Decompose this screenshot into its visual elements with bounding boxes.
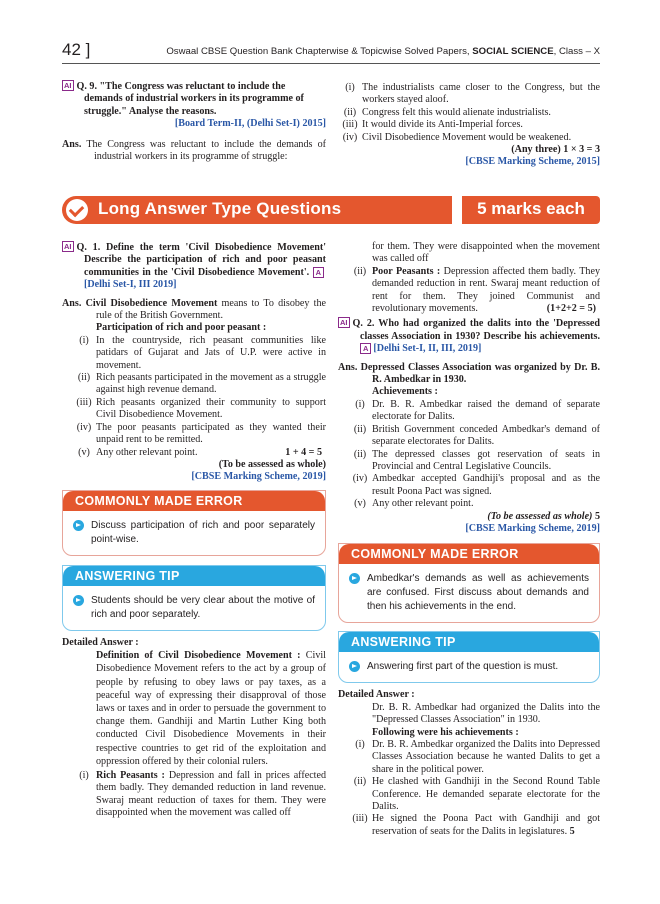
item-text: Depression affected them badly. They demanded reduction in rent. Swaraj meant reduction of rent for them. They joined Communist and revolutionary movements. [372,265,600,315]
q1-detailed-def [62,649,326,768]
q1-assess: (To be assessed as whole) [218,458,326,470]
a-badge: A [313,267,324,278]
item-number: (iii) [352,813,368,825]
error-text: Ambedkar's demands as well as achievements are confused. First discuss about demands and then his achievements in the end. [367,573,589,613]
error-text-wrap [63,511,325,555]
q1-marks: 1 + 4 = 5 [285,446,322,458]
list-item [338,132,600,144]
item-text: In the countryside, rich peasant communities like patidars of Gujarat and Jats of U.P. were active in movement. [96,334,326,371]
page-number: 42 ] [62,40,91,59]
q2-detailed-label: Detailed Answer : [338,689,415,701]
item-number: (iv) [352,473,368,485]
q2-assess: (To be assessed as whole) [487,510,593,522]
q1-text [62,241,326,292]
tip-text: Students should be very clear about the motive of rich and poor separately. [91,594,315,620]
list-item [348,776,600,813]
detailed-def-text: Civil Disobedience Movement refers to the act by a group of people by refusing to obey laws or pay taxes, as a peaceful way of expressing their disapproval of those laws or taxes and in order to persuade the government to change them. Gandhiji and Martin Luther King both conducted Civil Disobedience Movements in their respective countries to get rid of the exploitation and oppression offered by their colonial rulers. [96,650,326,767]
list-item [72,770,326,820]
item-number: (ii) [353,265,367,277]
item-number: (i) [355,738,365,750]
arrow-icon [349,573,360,584]
item-text: Depression and fall in prices affected them badly. They demanded reduction in land revenue. Swaraj meant reduction of taxes for them. They were disappointed when the movement was called off [96,769,327,819]
item-number: (i) [355,398,365,410]
detailed-marks: 5 [569,825,575,837]
item-number: (iv) [342,131,358,143]
q1-continued [338,241,600,838]
item-number: (iii) [76,396,92,408]
section-banner [62,196,600,224]
q1-tip-box [62,565,326,631]
item-text: The poor peasants participated as they wanted their unpaid rent to be remitted. [96,421,326,446]
item-number: (i) [79,769,89,781]
item-number: (ii) [353,448,367,460]
q1-ref: [Delhi Set-I, III 2019] [84,279,177,291]
list-item [72,397,326,422]
list-item [348,399,600,424]
q1-question-text: Define the term 'Civil Disobedience Movement' Describe the participation of rich and poor peasant communities in the 'Civil Disobedience Movement'. [84,242,327,278]
error-text-wrap [339,564,599,622]
item-text: British Government conceded Ambedkar's demand of separate electorates for Dalits. [372,423,600,448]
running-title-subject: SOCIAL SCIENCE [472,46,554,57]
list-item [348,813,600,838]
item-head: Rich Peasants : [96,769,165,781]
item-number: (iv) [76,421,92,433]
q2-detailed-sub: Following were his achievements : [372,726,519,738]
q1-number: Q. 1. [76,242,101,253]
q1-continued-text: for them. They were disappointed when the movement was called off [372,241,600,265]
item-number: (i) [345,82,355,93]
list-item [348,473,600,498]
list-item [72,422,326,447]
item-number: (v) [78,446,90,458]
list-item [72,335,326,372]
q2-answer-text: Depressed Classes Association was organized by Dr. B. R. Ambedkar in 1930. [360,361,600,386]
section-marks: 5 marks each [477,199,585,218]
error-text: Discuss participation of rich and poor separately point-wise. [91,519,315,545]
item-text: The depressed classes got reservation of seats in Provincial and Central Legislative Councils. [372,448,600,472]
item-text: Any other relevant point. [96,446,198,458]
list-item [72,372,326,397]
error-title: COMMONLY MADE ERROR [63,491,325,511]
list-item [338,107,600,119]
item-text: Ambedkar accepted Gandhiji's proposal and as the result Poona Pact was signed. [372,473,600,497]
q2-assess-marks: 5 [594,510,600,522]
item-text: Rich peasants participated in the movement as a struggle against high revenue demand. [96,372,326,396]
running-title-suffix: , Class – X [553,46,600,57]
list-item [348,424,600,449]
q9-marks: (Any three) 1 × 3 = 3 [511,144,600,156]
list-item [348,739,600,776]
q2-answer [338,362,600,387]
q2-question-text: Who had organized the dalits into the 'Depressed classes Association in 1930? Describe his achievements. [360,318,601,342]
detailed-def-term: Definition of Civil Disobedience Movement : [96,650,301,662]
ai-badge: AI [64,242,72,251]
q2-error-box [338,543,600,623]
arrow-icon [73,520,84,531]
q1-def-text: means to To disobey the rule of the British Government. [96,297,326,322]
item-number: (ii) [343,106,357,118]
q1-block [62,241,326,820]
q1-answer [62,298,326,323]
item-text: The industrialists came closer to the Congress, but the workers stayed aloof. [362,82,600,106]
q1-error-box [62,490,326,556]
q9-question [62,80,326,163]
q9-number: Q. 9. [76,81,97,92]
q2-ref: [Delhi Set-I, II, III, 2019] [373,343,482,355]
ai-badge: AI [64,81,72,90]
item-text: Civil Disobedience Movement would be weakened. [362,131,572,143]
tip-title: ANSWERING TIP [63,566,325,586]
q1-detailed-label: Detailed Answer : [62,636,139,648]
item-text: Rich peasants organized their community to support Civil Disobedience Movement. [96,396,326,421]
item-number: (ii) [77,372,91,384]
list-item [348,266,600,316]
list-item [72,447,326,459]
q1-def-term: Civil Disobedience Movement [85,297,218,309]
item-head: Poor Peasants : [372,265,441,277]
list-item [338,82,600,107]
item-number: (ii) [353,776,367,788]
ai-badge: AI [340,318,348,328]
q1-subhead: Participation of rich and poor peasant : [96,322,267,334]
tip-text: Answering first part of the question is must. [367,661,559,673]
q9-question-text: "The Congress was reluctant to include the demands of industrial workers in its programme of struggle." Analyse the reasons. [84,81,304,117]
item-number: (v) [354,498,366,510]
q2-detailed-intro: Dr. B. R. Ambedkar had organized the Dalits into the "Depressed Classes Association" in 1930. [372,701,600,726]
q9-answer [62,139,326,164]
q1-scheme: [CBSE Marking Scheme, 2019] [191,471,326,483]
q9-points [338,82,600,169]
running-title-prefix: Oswaal CBSE Question Bank Chapterwise & Topicwise Solved Papers, [166,46,473,57]
list-item [348,449,600,474]
item-text: He clashed with Gandhiji in the Second Round Table Conference. He demanded separate electorate for the Dalits. [372,776,600,812]
q2-scheme: [CBSE Marking Scheme, 2019] [465,522,600,534]
item-number: (i) [79,334,89,346]
error-title: COMMONLY MADE ERROR [339,544,599,564]
list-item [338,119,600,131]
tip-text-wrap [63,586,325,630]
detailed-marks: (1+2+2 = 5) [546,303,596,315]
q9-ref: [Board Term-II, (Delhi Set-I) 2015] [174,118,326,130]
section-title: Long Answer Type Questions [98,199,342,218]
list-item [348,498,600,510]
ans-label: Ans. [62,297,82,309]
item-text: It would divide its Anti-Imperial forces. [362,119,523,131]
tip-text-wrap [339,652,599,682]
q9-scheme: [CBSE Marking Scheme, 2015] [465,156,600,168]
item-text: Dr. B. R. Ambedkar raised the demand of separate electorate for Dalits. [372,398,600,423]
arrow-icon [73,595,84,606]
running-title [166,46,600,57]
q2-number: Q. 2. [352,318,375,330]
item-number: (ii) [353,423,367,435]
a-badge: A [360,343,371,354]
item-text: Congress felt this would alienate industrialists. [362,106,551,118]
tip-title: ANSWERING TIP [339,632,599,652]
q9-text [62,80,326,118]
arrow-icon [349,661,360,672]
checkmark-icon [66,199,88,221]
item-number: (iii) [342,119,358,131]
page-header [62,40,600,64]
item-text: Dr. B. R. Ambedkar organized the Dalits into Depressed Classes Association because he wanted Dalits to get a share in the political power. [372,738,600,775]
ans-label: Ans. [62,138,82,150]
q2-assess-line [338,511,600,523]
q2-subhead: Achievements : [372,386,438,398]
q9-answer-text: The Congress was reluctant to include the demands of industrial workers in its programme of struggle: [86,138,327,163]
q2-text [338,317,600,355]
item-text: Any other relevant point. [372,498,474,510]
ans-label: Ans. [338,361,358,373]
q2-tip-box [338,631,600,683]
item-text: He signed the Poona Pact with Gandhiji and got reservation of seats for the Dalits in legislatures. [372,813,600,837]
